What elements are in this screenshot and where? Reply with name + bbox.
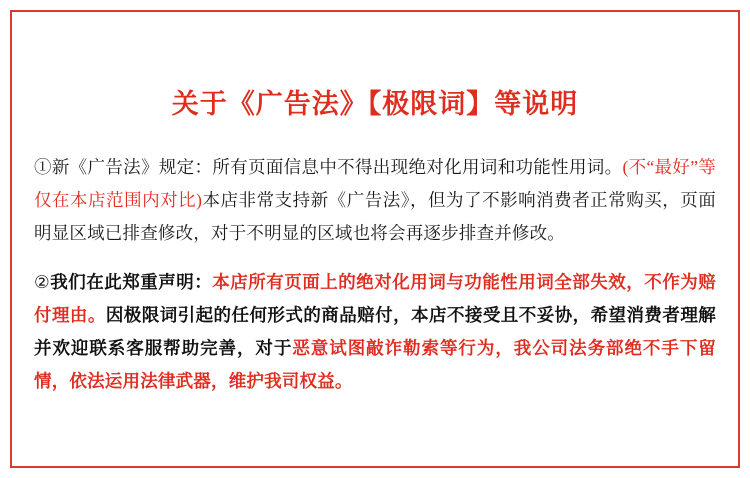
page-title: 关于《广告法》【极限词】等说明 (171, 89, 579, 119)
paragraph-1-marker: ① (34, 157, 52, 177)
paragraph-1 (34, 151, 716, 250)
paragraph-2-segment-3: 因极限词引起的任何形式的商品赔付，本店不接受且不妥协，希望消费者理解并欢迎联系客服帮助完善，对于 (34, 305, 716, 358)
paragraph-2-segment-4: 恶意试图敲诈勒索等行为，我公司法务部绝不手下留情，依法运用法律武器，维护我司权益。 (34, 338, 716, 391)
paragraph-2-segment-1: 我们在此郑重声明： (50, 272, 213, 292)
paragraph-1-segment-1: 新《广告法》规定：所有页面信息中不得出现绝对化用词和功能性用词。 (51, 157, 623, 177)
document-content (34, 30, 716, 454)
paragraph-1-segment-3: 本店非常支持新《广告法》，但为了不影响消费者正常购买，页面明显区域已排查修改，对于不明显的区域也将会再逐步排查并修改。 (34, 190, 716, 243)
paragraph-2-marker: ② (34, 272, 51, 292)
paragraph-2 (34, 266, 716, 398)
paragraph-2-segment-2: 本店所有页面上的绝对化用词与功能性用词全部失效，不作为赔付理由。 (34, 272, 716, 325)
paragraph-1-segment-2: (不“最好”等仅在本店范围内对比) (34, 157, 717, 210)
